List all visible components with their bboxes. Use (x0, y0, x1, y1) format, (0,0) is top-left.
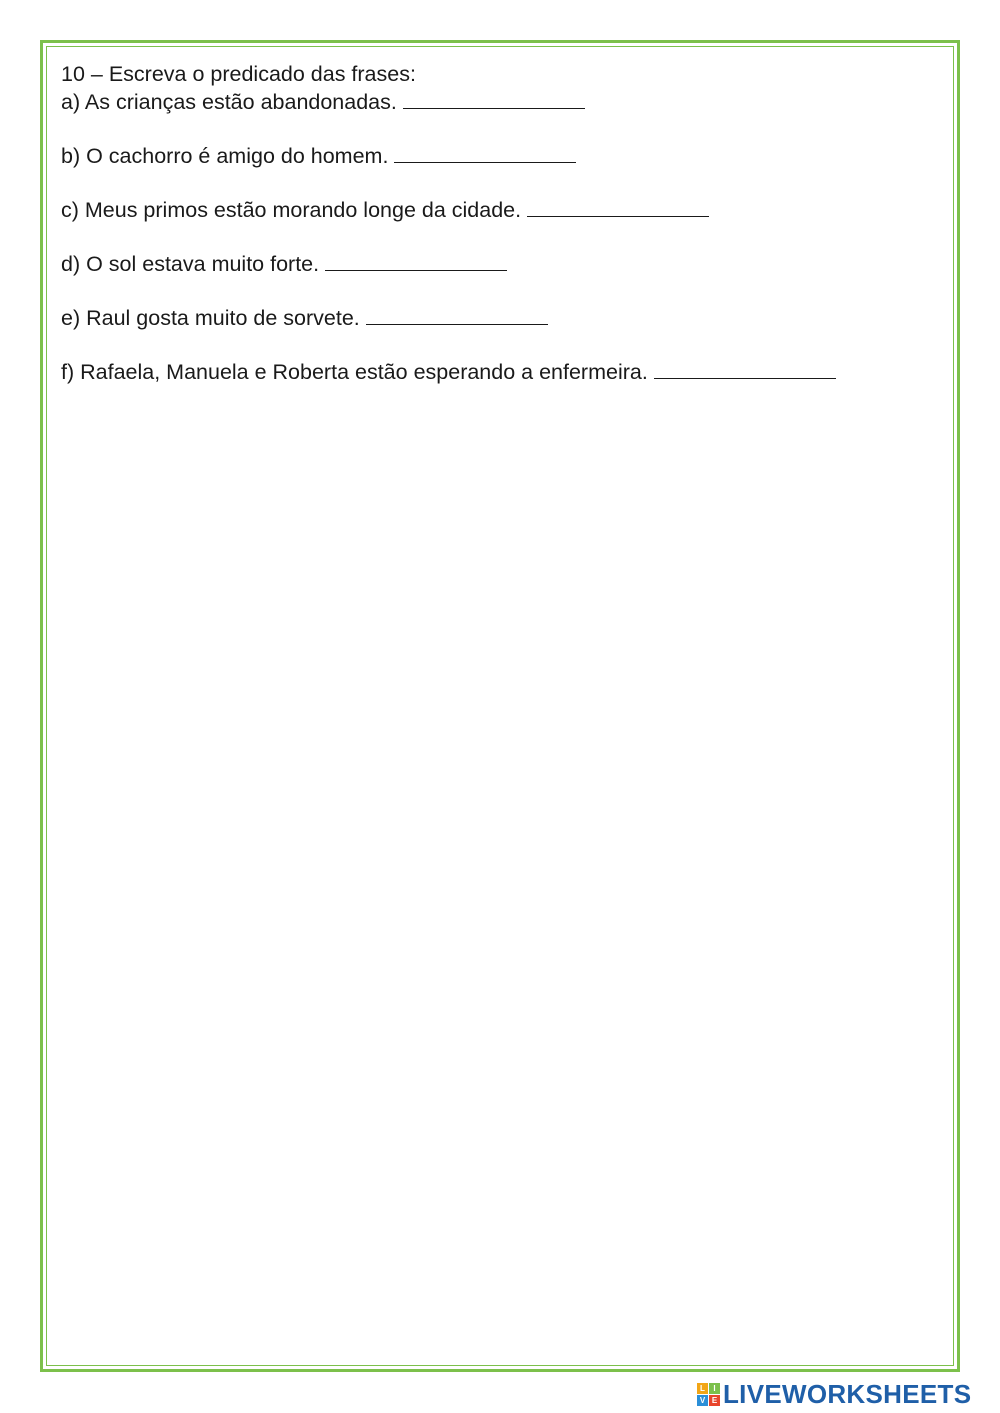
question-heading: 10 – Escreva o predicado das frases: (61, 62, 416, 86)
logo-text: LIVEWORKSHEETS (723, 1378, 972, 1409)
question-item-c (61, 196, 941, 224)
logo-mark-letter: L (697, 1383, 708, 1394)
question-text-c: c) Meus primos estão morando longe da cidade. (61, 198, 522, 222)
answer-blank-a[interactable] (403, 88, 585, 109)
answer-blank-f[interactable] (654, 358, 836, 379)
answer-blank-c[interactable] (527, 196, 709, 217)
question-text-e: e) Raul gosta muito de sorvete. (61, 306, 360, 330)
question-text-b: b) O cachorro é amigo do homem. (61, 144, 389, 168)
question-text-f: f) Rafaela, Manuela e Roberta estão esperando a enfermeira. (61, 360, 648, 384)
question-item-a (61, 88, 941, 116)
question-text-a: a) As crianças estão abandonadas. (61, 90, 397, 114)
worksheet-content (61, 60, 941, 412)
answer-blank-d[interactable] (325, 250, 507, 271)
question-item-b (61, 142, 941, 170)
question-item-e (61, 304, 941, 332)
answer-blank-e[interactable] (366, 304, 548, 325)
question-item-f (61, 358, 941, 386)
answer-blank-b[interactable] (394, 142, 576, 163)
logo-mark-letter: V (697, 1395, 708, 1406)
logo-mark-letter: E (709, 1395, 720, 1406)
liveworksheets-logo (697, 1380, 971, 1408)
question-text-d: d) O sol estava muito forte. (61, 252, 320, 276)
logo-mark-letter: I (709, 1383, 720, 1394)
logo-mark-icon (697, 1383, 720, 1406)
question-item-d (61, 250, 941, 278)
